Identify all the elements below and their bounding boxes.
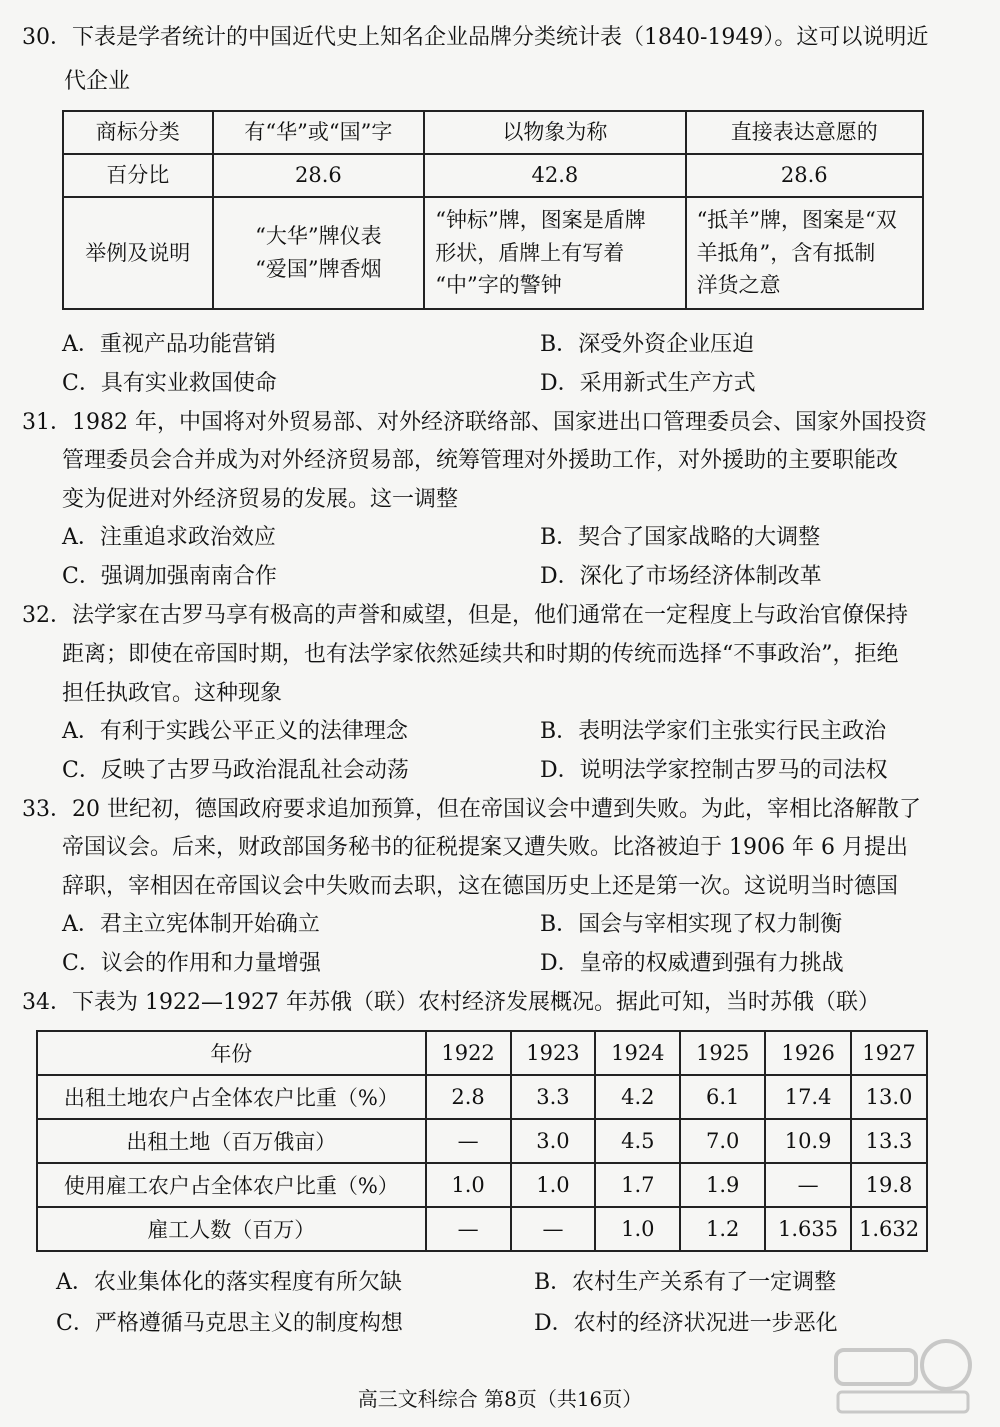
q33-option-a: A．君主立宪体制开始确立 (62, 912, 320, 937)
table-cell: 13.3 (851, 1119, 927, 1163)
q31-stem-line3: 变为促进对外经济贸易的发展。这一调整 (62, 487, 459, 512)
table-cell: — (511, 1207, 596, 1251)
table-cell: 3.0 (511, 1119, 596, 1163)
table-cell: 1.7 (595, 1163, 680, 1207)
table-row (37, 1163, 927, 1207)
q33-option-b: B．国会与宰相实现了权力制衡 (540, 912, 843, 937)
table-cell: 出租土地（百万俄亩） (37, 1119, 426, 1163)
table-header-cell: 1927 (851, 1031, 927, 1075)
q31-option-d: D．深化了市场经济体制改革 (540, 564, 822, 589)
table-cell: 2.8 (426, 1075, 511, 1119)
example-line: 羊抵角”，含有抵制 (696, 240, 876, 265)
table-header-cell: 有“华”或“国”字 (213, 111, 425, 154)
table-cell: — (426, 1119, 511, 1163)
table-header-cell: 1925 (680, 1031, 765, 1075)
table-cell: 1.9 (680, 1163, 765, 1207)
q33-stem-line2: 帝国议会。后来，财政部国务秘书的征税提案又遭失败。比洛被迫于 1906 年 6 月提出 (62, 835, 908, 860)
example-line: “大华”牌仪表 (255, 224, 382, 249)
example-line: “中”字的警钟 (435, 273, 562, 298)
q32-stem-line1: 32．法学家在古罗马享有极高的声誉和威望，但是，他们通常在一定程度上与政治官僚保持 (22, 603, 908, 628)
page-footer: 高三文科综合 第8页（共16页） (357, 1387, 643, 1411)
table-cell: 4.2 (595, 1075, 680, 1119)
table-header-cell: 1923 (511, 1031, 596, 1075)
table-cell: 举例及说明 (63, 197, 213, 309)
q30-stem-line1: 30．下表是学者统计的中国近代史上知名企业品牌分类统计表（1840-1949）。这可以说明近 (22, 25, 929, 50)
q34-stem-line1: 34．下表为 1922—1927 年苏俄（联）农村经济发展概况。据此可知，当时苏俄（联） (22, 990, 880, 1015)
example-line: “抵羊”牌，图案是“双 (696, 208, 897, 233)
table-row (37, 1075, 927, 1119)
table-cell: — (765, 1163, 851, 1207)
table-cell: 28.6 (213, 154, 425, 197)
q32-option-a: A．有利于实践公平正义的法律理念 (62, 719, 408, 744)
table-header-cell: 年份 (37, 1031, 426, 1075)
table-header-cell: 以物象为称 (424, 111, 685, 154)
table-header-cell: 1924 (595, 1031, 680, 1075)
q30-brand-table (62, 110, 924, 310)
table-cell (213, 197, 425, 309)
table-cell (686, 197, 923, 309)
table-cell: 6.1 (680, 1075, 765, 1119)
table-cell: 1.0 (511, 1163, 596, 1207)
q30-option-a: A．重视产品功能营销 (62, 332, 276, 357)
q32-stem-line2: 距离；即使在帝国时期，也有法学家依然延续共和时期的传统而选择“不事政治”，拒绝 (62, 642, 899, 667)
q33-option-c: C．议会的作用和力量增强 (62, 951, 321, 976)
table-cell: 百分比 (63, 154, 213, 197)
table-cell: 13.0 (851, 1075, 927, 1119)
q33-stem-line3: 辞职，宰相因在帝国议会中失败而去职，这在德国历史上还是第一次。这说明当时德国 (62, 874, 899, 899)
example-line: 形状，盾牌上有写着 (435, 240, 625, 265)
q31-option-c: C．强调加强南南合作 (62, 564, 277, 589)
table-header-cell: 1922 (426, 1031, 511, 1075)
table-header-cell: 商标分类 (63, 111, 213, 154)
table-cell: 19.8 (851, 1163, 927, 1207)
table-cell: 4.5 (595, 1119, 680, 1163)
table-cell: 10.9 (765, 1119, 851, 1163)
q34-option-b: B．农村生产关系有了一定调整 (534, 1270, 837, 1295)
q30-stem-line2: 代企业 (64, 69, 131, 94)
table-cell: 1.2 (680, 1207, 765, 1251)
table-cell: 17.4 (765, 1075, 851, 1119)
q31-option-b: B．契合了国家战略的大调整 (540, 525, 821, 550)
q31-stem-line2: 管理委员会合并成为对外经济贸易部，统筹管理对外援助工作，对外援助的主要职能改 (62, 448, 899, 473)
q32-option-b: B．表明法学家们主张实行民主政治 (540, 719, 887, 744)
table-cell: 1.635 (765, 1207, 851, 1251)
table-header-cell: 1926 (765, 1031, 851, 1075)
table-cell (424, 197, 685, 309)
table-cell: 3.3 (511, 1075, 596, 1119)
q33-option-d: D．皇帝的权威遭到强有力挑战 (540, 951, 844, 976)
q33-stem-line1: 33．20 世纪初，德国政府要求追加预算，但在帝国议会中遭到失败。为此，宰相比洛解散了 (22, 797, 921, 822)
q34-option-c: C．严格遵循马克思主义的制度构想 (56, 1311, 403, 1336)
table-cell: 使用雇工农户占全体农户比重（%） (37, 1163, 426, 1207)
q34-option-a: A．农业集体化的落实程度有所欠缺 (56, 1270, 402, 1295)
table-cell: 7.0 (680, 1119, 765, 1163)
table-cell: 出租土地农户占全体农户比重（%） (37, 1075, 426, 1119)
example-line: “爱国”牌香烟 (255, 257, 382, 281)
q30-option-c: C．具有实业救国使命 (62, 371, 277, 396)
q34-economy-table (36, 1030, 928, 1252)
q31-stem-line1: 31．1982 年，中国将对外贸易部、对外经济联络部、国家进出口管理委员会、国家外国投资 (22, 410, 927, 435)
q30-option-b: B．深受外资企业压迫 (540, 332, 755, 357)
table-cell: 雇工人数（百万） (37, 1207, 426, 1251)
table-cell: 1.0 (426, 1163, 511, 1207)
example-line: 洋货之意 (696, 273, 781, 298)
q31-option-a: A．注重追求政治效应 (62, 525, 276, 550)
table-cell: 1.632 (851, 1207, 927, 1251)
table-cell: 42.8 (424, 154, 685, 197)
q30-option-d: D．采用新式生产方式 (540, 371, 756, 396)
table-row (37, 1207, 927, 1251)
table-row (37, 1119, 927, 1163)
table-cell: 1.0 (595, 1207, 680, 1251)
q32-stem-line3: 担任执政官。这种现象 (62, 681, 283, 706)
table-cell: — (426, 1207, 511, 1251)
example-line: “钟标”牌，图案是盾牌 (435, 208, 646, 233)
q32-option-c: C．反映了古罗马政治混乱社会动荡 (62, 758, 409, 783)
q32-option-d: D．说明法学家控制古罗马的司法权 (540, 758, 888, 783)
q34-option-d: D．农村的经济状况进一步恶化 (534, 1311, 838, 1336)
table-cell: 28.6 (686, 154, 923, 197)
table-header-cell: 直接表达意愿的 (686, 111, 923, 154)
